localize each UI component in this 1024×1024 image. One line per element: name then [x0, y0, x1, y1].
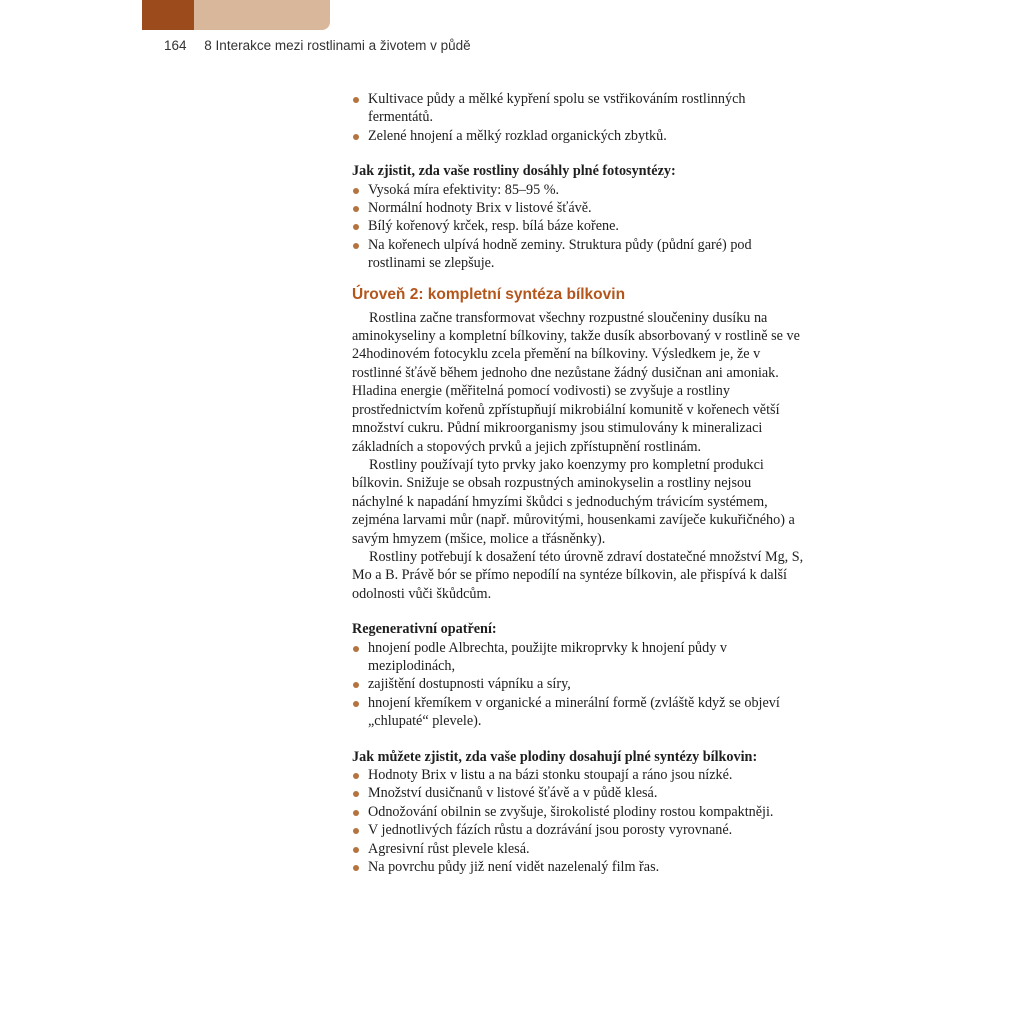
spacer — [352, 273, 804, 285]
list-item — [352, 840, 804, 858]
bullet-icon — [353, 224, 359, 230]
list-item-text: Na povrchu půdy již není vidět nazelenalý film řas. — [368, 859, 660, 876]
list-item-text: Kultivace půdy a mělké kypření spolu se vstřikováním rostlinných fermentátů. — [368, 91, 746, 126]
list-item — [352, 639, 804, 676]
list-item — [352, 694, 804, 731]
spacer — [352, 731, 804, 748]
list-item-text: Normální hodnoty Brix v listové šťávě. — [368, 200, 592, 217]
bullet-icon — [353, 810, 359, 816]
list-item-text: Vysoká míra efektivity: 85–95 %. — [368, 181, 560, 198]
spacer — [352, 145, 804, 162]
header-tab-light — [194, 0, 330, 30]
list-item-text: V jednotlivých fázích růstu a dozrávání jsou porosty vyrovnané. — [368, 822, 733, 839]
regenerative-heading: Regenerativní opatření: — [352, 621, 497, 638]
list-item — [352, 236, 804, 273]
list-item-text: Na kořenech ulpívá hodně zeminy. Struktura půdy (půdní garé) pod rostlinami se zlepšuje. — [368, 236, 752, 272]
page-number: 164 — [164, 38, 187, 53]
list-item-text: zajištění dostupnosti vápníku a síry, — [368, 676, 571, 693]
paragraph: Rostlina začne transformovat všechny rozpustné sloučeniny dusíku na aminokyseliny a kompletní bílkoviny, takže dusík absorbovaný v rostlině se ve 24hodinovém fotocyklu zcela přemění na bílkoviny. Výsledkem je, že v rostlinné šťávě během jednoho dne nezůstane žádný dusičnan ani amoniak. Hladina energie (měřitelná pomocí vodivosti) se zvyšuje a rostliny prostřednictvím kořenů zpřístupňují mikrobiální komunitě v kořenech větší množství cukru. Půdní mikroorganismy jsou stimulovány k mineralizaci základních a stopových prvků a jejich zpřístupnění rostlinám. — [352, 309, 800, 455]
list-item — [352, 858, 804, 876]
list-item — [352, 803, 804, 821]
list-item-text: Agresivní růst plevele klesá. — [368, 840, 530, 857]
intro-bullet-list — [352, 90, 804, 145]
list-item — [352, 181, 804, 199]
paragraph: Rostliny používají tyto prvky jako koenzymy pro kompletní produkci bílkovin. Snižuje se obsah rozpustných aminokyselin a rostliny nejsou náchylné k napadání hmyzími škůdci s jednoduchým trávicím systémem, zejména larvami můr (např. můrovitými, housenkami zavíječe kukuřičného) a savým hmyzem (mšice, molice a třásněnky). — [352, 456, 795, 547]
list-item-text: Zelené hnojení a mělký rozklad organických zbytků. — [368, 127, 667, 144]
list-item-text: Odnožování obilnin se zvyšuje, širokolisté plodiny rostou kompaktněji. — [368, 803, 774, 820]
bullet-icon — [353, 828, 359, 834]
list-item — [352, 90, 804, 127]
bullet-icon — [353, 206, 359, 212]
bullet-icon — [353, 701, 359, 707]
section-title: Úroveň 2: kompletní syntéza bílkovin — [352, 285, 626, 303]
bullet-icon — [353, 243, 359, 249]
spacer — [352, 603, 804, 620]
regenerative-list — [352, 639, 804, 731]
list-item-text: Hodnoty Brix v listu a na bázi stonku stoupají a ráno jsou nízké. — [368, 767, 733, 783]
list-item — [352, 127, 804, 145]
list-item-text: hnojení křemíkem v organické a minerální formě (zvláště když se objeví „chlupaté“ plevele). — [368, 694, 780, 730]
photosynthesis-list — [352, 181, 804, 273]
list-item — [352, 675, 804, 693]
header-tab-dark — [142, 0, 194, 30]
bullet-icon — [353, 791, 359, 797]
list-item-text: Množství dusičnanů v listové šťávě a v půdě klesá. — [368, 785, 658, 802]
bullet-icon — [353, 134, 359, 140]
bullet-icon — [353, 682, 359, 688]
photosynthesis-heading: Jak zjistit, zda vaše rostliny dosáhly plné fotosyntézy: — [352, 163, 676, 180]
list-item-text: Bílý kořenový krček, resp. bílá báze kořene. — [368, 218, 619, 235]
list-item — [352, 821, 804, 839]
protein-check-heading: Jak můžete zjistit, zda vaše plodiny dosahují plné syntézy bílkovin: — [352, 748, 758, 765]
bullet-icon — [353, 188, 359, 194]
list-item — [352, 766, 804, 784]
bullet-icon — [353, 773, 359, 779]
bullet-icon — [353, 97, 359, 103]
list-item — [352, 217, 804, 235]
running-head — [164, 38, 471, 53]
bullet-icon — [353, 865, 359, 871]
list-item-text: hnojení podle Albrechta, použijte mikroprvky k hnojení půdy v meziplodinách, — [368, 639, 727, 674]
bullet-icon — [353, 646, 359, 652]
protein-check-list — [352, 766, 804, 876]
bullet-icon — [353, 847, 359, 853]
list-item — [352, 199, 804, 217]
chapter-title: 8 Interakce mezi rostlinami a životem v půdě — [204, 38, 471, 53]
paragraph: Rostliny potřebují k dosažení této úrovně zdraví dostatečné množství Mg, S, Mo a B. Právě bór se přímo nepodílí na syntéze bílkovin, ale přispívá k další odolnosti vůči škůdcům. — [352, 548, 804, 602]
list-item — [352, 784, 804, 802]
page-content — [352, 90, 804, 876]
